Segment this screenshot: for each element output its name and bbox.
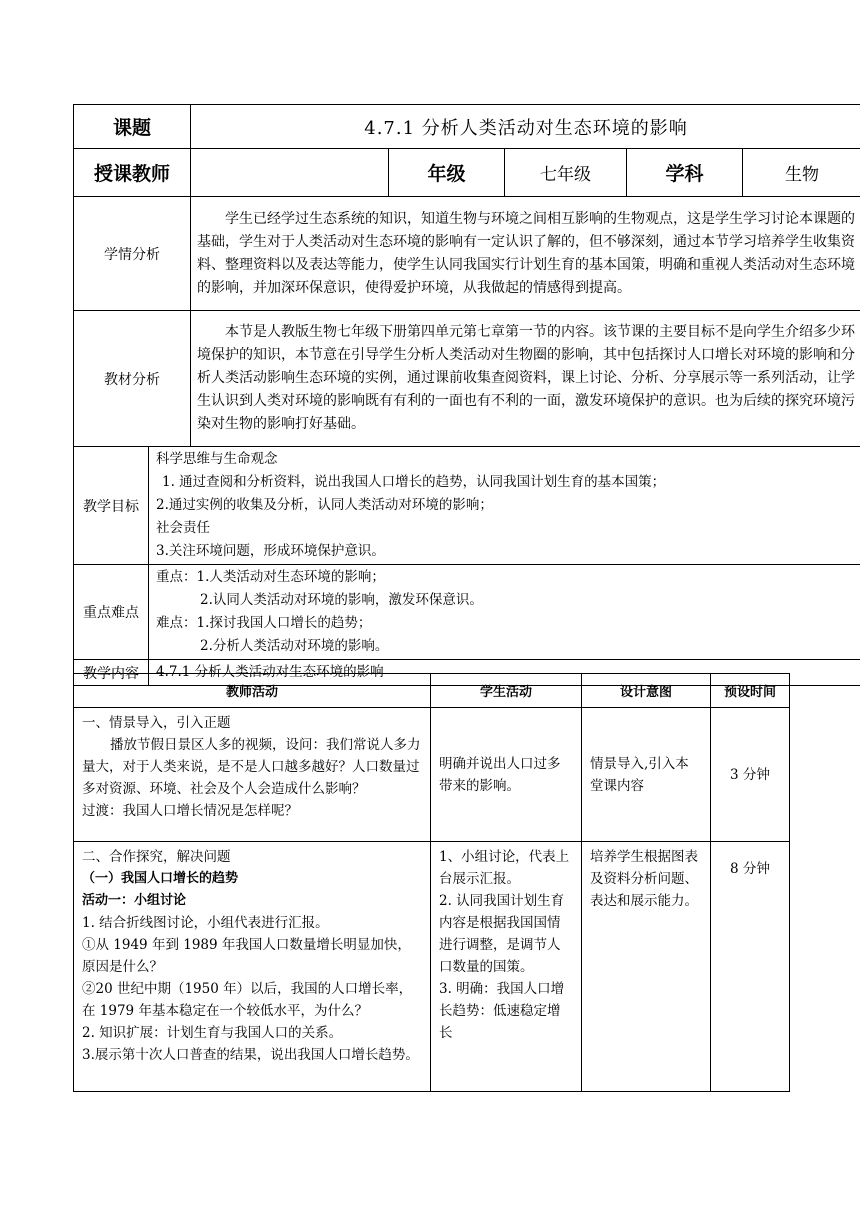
key-point-line: 2.认同人类活动对环境的影响，激发环保意识。 [200, 592, 483, 608]
header-teacher-activity: 教师活动 [74, 674, 431, 708]
row2-teacher-line: 2. 知识扩展：计划生育与我国人口的关系。 [82, 1025, 343, 1041]
row2-teacher-line: ②20 世纪中期（1950 年）以后，我国的人口增长率，在 1979 年基本稳定在一个较低水平，为什么？ [82, 981, 413, 1019]
row1-design-intent: 情景导入,引入本堂课内容 [582, 708, 711, 842]
content-label: 教学内容 [74, 660, 149, 686]
grade-value: 七年级 [505, 149, 627, 197]
goals-line: 1. 通过查阅和分析资料，说出我国人口增长的趋势，认同我国计划生育的基本国策； [162, 474, 666, 490]
subject-label: 学科 [627, 149, 743, 197]
student-analysis-label: 学情分析 [74, 197, 191, 311]
goals-text [149, 447, 860, 565]
goals-line: 科学思维与生命观念 [156, 451, 278, 467]
activity-table [73, 673, 790, 1092]
row2-teacher-line: 1. 结合折线图讨论，小组代表进行汇报。 [82, 915, 329, 931]
topic-label: 课题 [74, 105, 191, 149]
row2-teacher-line: ①从 1949 年到 1989 年我国人口数量增长明显加快，原因是什么？ [82, 937, 411, 975]
key-point-line: 重点：1.人类活动对生态环境的影响； [156, 569, 385, 585]
key-point-line: 难点：1.探讨我国人口增长的趋势； [156, 615, 372, 631]
row2-teacher-activity [74, 842, 431, 1092]
material-analysis-label: 教材分析 [74, 311, 191, 447]
subject-value: 生物 [743, 149, 860, 197]
header-planned-time: 预设时间 [711, 674, 790, 708]
goals-line: 3.关注环境问题，形成环境保护意识。 [156, 543, 385, 559]
header-design-intent: 设计意图 [582, 674, 711, 708]
row2-teacher-heading: 活动一：小组讨论 [82, 893, 187, 908]
row1-teacher-line: 一、情景导入，引入正题 [82, 715, 231, 731]
row2-student-line: 2. 认同我国计划生育内容是根据我国国情进行调整，是调节人口数量的国策。 [439, 893, 565, 975]
topic-value: 4.7.1 分析人类活动对生态环境的影响 [191, 105, 860, 149]
key-points-label: 重点难点 [74, 565, 149, 660]
row2-student-line: 3. 明确：我国人口增长趋势：低速稳定增长 [439, 981, 565, 1041]
material-analysis-text: 本节是人教版生物七年级下册第四单元第七章第一节的内容。该节课的主要目标不是向学生介绍多少环境保护的知识，本节意在引导学生分析人类活动对生物圈的影响，其中包括探讨人口增长对环境的影响和分析人类活动影响生态环境的实例，通过课前收集查阅资料，课上讨论、分析、分享展示等一系列活动，让学生认识到人类对环境的影响既有有利的一面也有不利的一面，激发环境保护的意识。也为后续的探究环境污染对生物的影响打好基础。 [191, 311, 860, 447]
goals-line: 2.通过实例的收集及分析，认同人类活动对环境的影响； [156, 497, 493, 513]
lesson-info-table [73, 104, 860, 686]
goals-label: 教学目标 [74, 447, 149, 565]
row2-design-intent: 培养学生根据图表及资料分析问题、表达和展示能力。 [582, 842, 711, 1092]
grade-label: 年级 [389, 149, 505, 197]
row1-teacher-line: 过渡：我国人口增长情况是怎样呢？ [82, 803, 298, 819]
row2-teacher-line: 二、合作探究，解决问题 [82, 849, 231, 865]
row2-planned-time: 8 分钟 [711, 842, 790, 1092]
key-points-text [149, 565, 860, 660]
teacher-value [191, 149, 389, 197]
row1-teacher-activity [74, 708, 431, 842]
key-point-line: 2.分析人类活动对环境的影响。 [200, 638, 389, 654]
row2-student-line: 1、小组讨论，代表上台展示汇报。 [439, 849, 570, 887]
goals-line: 社会责任 [156, 520, 210, 536]
row2-teacher-heading: （一）我国人口增长的趋势 [82, 871, 239, 886]
row1-student-activity: 明确并说出人口过多带来的影响。 [431, 708, 582, 842]
content-value: 4.7.1 分析人类活动对生态环境的影响 [149, 660, 860, 686]
row2-student-activity [431, 842, 582, 1092]
row1-planned-time: 3 分钟 [711, 708, 790, 842]
row1-teacher-line: 播放节假日景区人多的视频，设问：我们常说人多力量大，对于人类来说，是不是人口越多越好？人口数量过多对资源、环境、社会及个人会造成什么影响？ [82, 737, 421, 797]
row2-teacher-line: 3.展示第十次人口普查的结果，说出我国人口增长趋势。 [82, 1047, 419, 1063]
teacher-label: 授课教师 [74, 149, 191, 197]
header-student-activity: 学生活动 [431, 674, 582, 708]
student-analysis-text: 学生已经学过生态系统的知识，知道生物与环境之间相互影响的生物观点，这是学生学习讨论本课题的基础，学生对于人类活动对生态环境的影响有一定认识了解的，但不够深刻，通过本节学习培养学生收集资料、整理资料以及表达等能力，使学生认同我国实行计划生育的基本国策，明确和重视人类活动对生态环境的影响，并加深环保意识，使得爱护环境，从我做起的情感得到提高。 [191, 197, 860, 311]
